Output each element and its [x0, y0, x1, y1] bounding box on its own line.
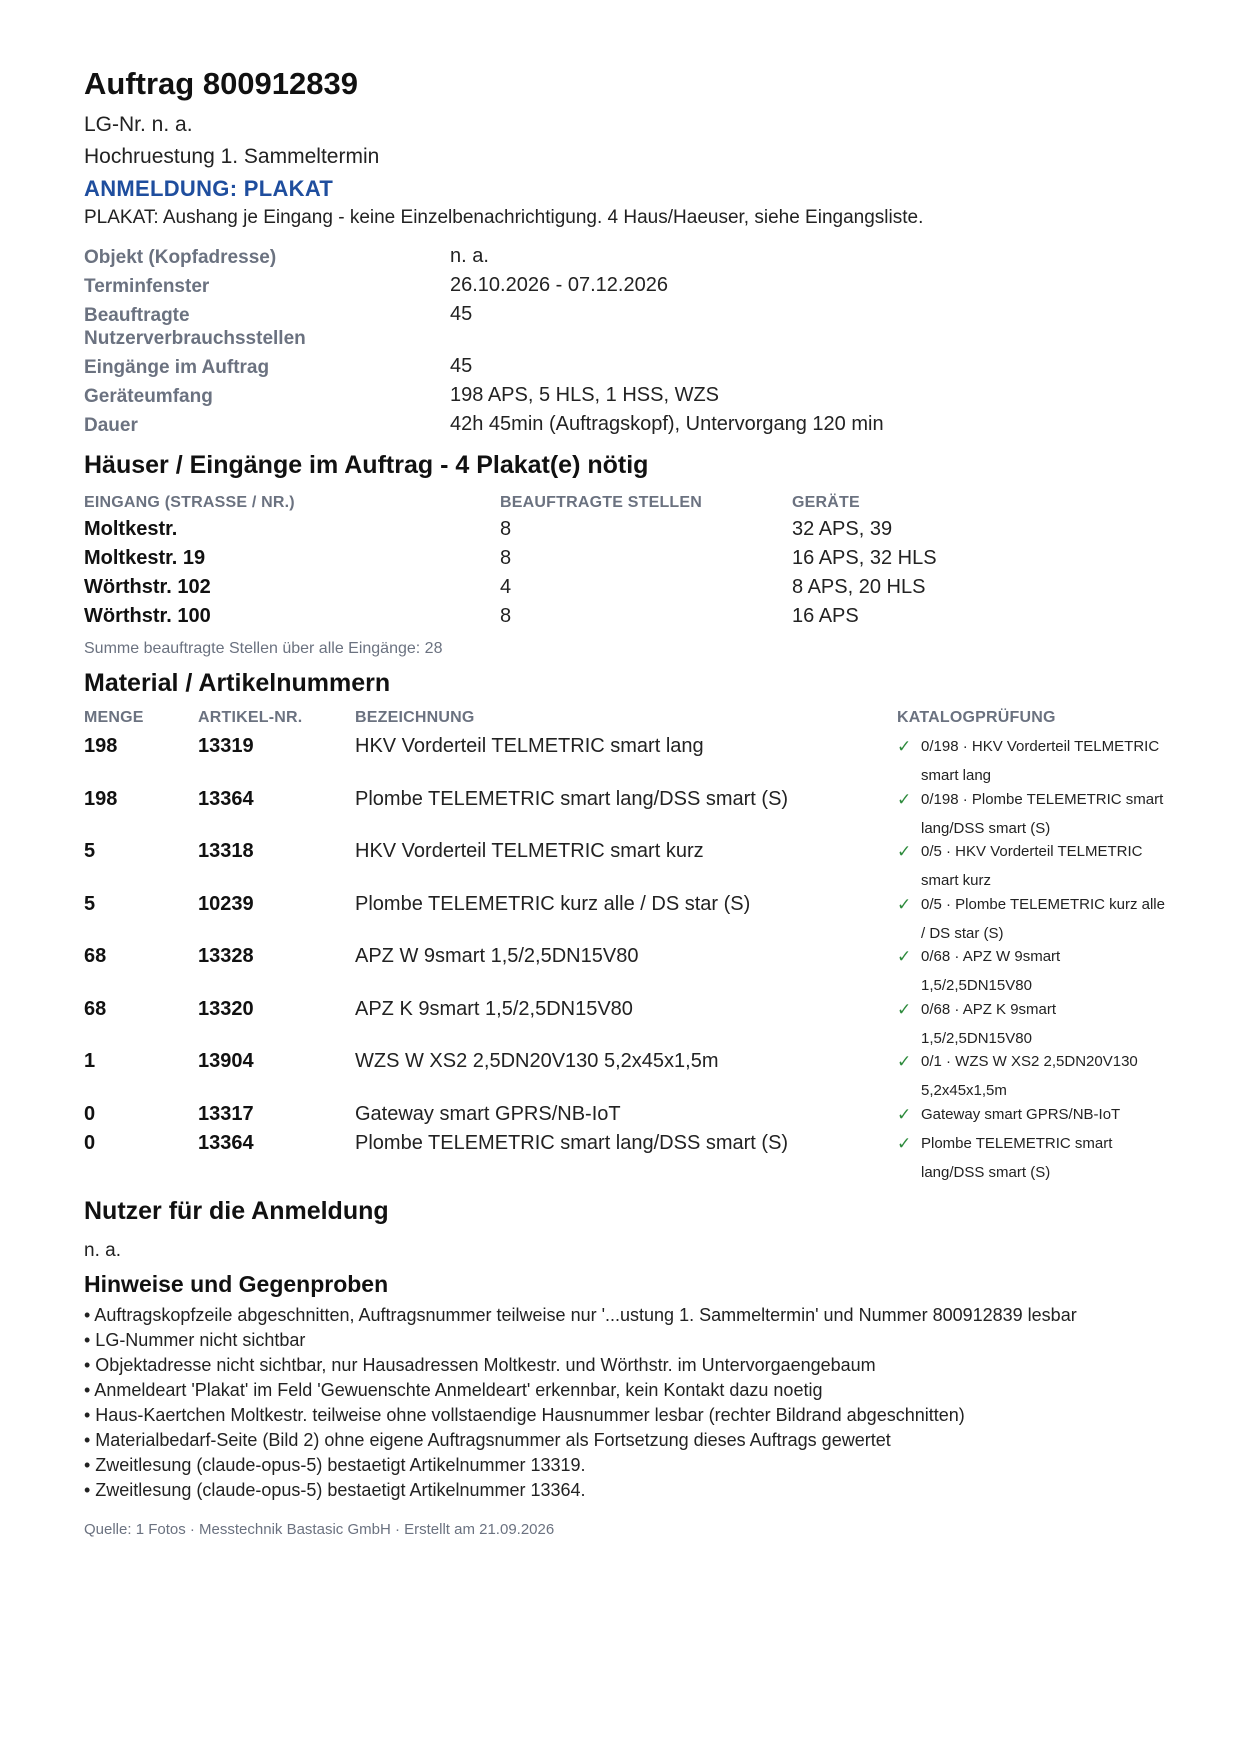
qty-cell: 0 [84, 1103, 96, 1125]
qty-cell: 5 [84, 893, 96, 915]
article-cell: 13364 [198, 1132, 254, 1154]
detail-label: Terminfenster [84, 276, 210, 297]
qty-cell: 5 [84, 840, 96, 862]
devices-cell: 16 APS [792, 605, 859, 627]
check-icon: ✓ [897, 1134, 912, 1153]
description-cell: Gateway smart GPRS/NB-IoT [355, 1103, 621, 1125]
list-item: • Auftragskopfzeile abgeschnitten, Auftragsnummer teilweise nur '...ustung 1. Sammeltermin' und Nummer 800912839 lesbar [84, 1305, 1077, 1325]
devices-cell: 16 APS, 32 HLS [792, 547, 937, 569]
article-cell: 13328 [198, 945, 254, 967]
footer-source: Quelle: 1 Fotos · Messtechnik Bastasic GmbH · Erstellt am 21.09.2026 [84, 1521, 555, 1538]
check-icon: ✓ [897, 842, 912, 861]
catalog-check-cell: 0/198 · HKV Vorderteil TELMETRIC smart lang [921, 738, 1160, 784]
qty-cell: 198 [84, 788, 118, 810]
count-cell: 4 [500, 576, 512, 598]
column-header: KATALOGPRÜFUNG [897, 709, 1056, 726]
list-item: • Zweitlesung (claude-opus-5) bestaetigt Artikelnummer 13319. [84, 1455, 586, 1475]
check-icon: ✓ [897, 737, 912, 756]
sum-note: Summe beauftragte Stellen über alle Eingänge: 28 [84, 640, 443, 657]
qty-cell: 1 [84, 1050, 96, 1072]
qty-cell: 68 [84, 945, 107, 967]
detail-label: Beauftragte Nutzerverbrauchsstellen [84, 305, 306, 349]
devices-cell: 8 APS, 20 HLS [792, 576, 926, 598]
check-icon: ✓ [897, 1105, 912, 1124]
description-cell: APZ W 9smart 1,5/2,5DN15V80 [355, 945, 639, 967]
detail-value: 198 APS, 5 HLS, 1 HSS, WZS [450, 384, 720, 406]
list-item: • LG-Nummer nicht sichtbar [84, 1330, 306, 1350]
catalog-check-cell: 0/5 · HKV Vorderteil TELMETRIC smart kurz [921, 843, 1143, 889]
detail-value: 45 [450, 303, 473, 325]
qty-cell: 198 [84, 735, 118, 757]
notes-heading: Hinweise und Gegenproben [84, 1271, 389, 1297]
count-cell: 8 [500, 518, 512, 540]
catalog-check-cell: 0/5 · Plombe TELEMETRIC kurz alle / DS star (S) [921, 896, 1165, 942]
column-header: ARTIKEL-NR. [198, 709, 303, 726]
description-cell: Plombe TELEMETRIC smart lang/DSS smart (S) [355, 788, 789, 810]
users-heading: Nutzer für die Anmeldung [84, 1197, 389, 1225]
devices-cell: 32 APS, 39 [792, 518, 893, 540]
column-header: GERÄTE [792, 494, 860, 511]
announcement-type: ANMELDUNG: PLAKAT [84, 176, 334, 201]
detail-value: n. a. [450, 245, 489, 267]
qty-cell: 0 [84, 1132, 96, 1154]
entrance-cell: Wörthstr. 100 [84, 605, 211, 627]
description-cell: WZS W XS2 2,5DN20V130 5,2x45x1,5m [355, 1050, 719, 1072]
houses-heading: Häuser / Eingänge im Auftrag - 4 Plakat(e) nötig [84, 451, 649, 479]
description-cell: HKV Vorderteil TELMETRIC smart lang [355, 735, 704, 757]
detail-label: Objekt (Kopfadresse) [84, 247, 277, 268]
detail-value: 45 [450, 355, 473, 377]
event-type: Hochruestung 1. Sammeltermin [84, 145, 380, 168]
check-icon: ✓ [897, 1052, 912, 1071]
entrance-cell: Moltkestr. 19 [84, 547, 206, 569]
lg-number: LG-Nr. n. a. [84, 113, 193, 136]
list-item: • Anmeldeart 'Plakat' im Feld 'Gewuenschte Anmeldeart' erkennbar, kein Kontakt dazu noetig [84, 1380, 823, 1400]
article-cell: 13320 [198, 998, 254, 1020]
plakat-note: PLAKAT: Aushang je Eingang - keine Einzelbenachrichtigung. 4 Haus/Haeuser, siehe Eingangsliste. [84, 207, 924, 228]
column-header: BEZEICHNUNG [355, 709, 475, 726]
check-icon: ✓ [897, 1000, 912, 1019]
detail-value: 42h 45min (Auftragskopf), Untervorgang 120 min [450, 413, 884, 435]
article-cell: 10239 [198, 893, 254, 915]
catalog-check-cell: 0/68 · APZ W 9smart 1,5/2,5DN15V80 [921, 948, 1061, 994]
count-cell: 8 [500, 547, 512, 569]
detail-label: Eingänge im Auftrag [84, 357, 270, 378]
description-cell: HKV Vorderteil TELMETRIC smart kurz [355, 840, 704, 862]
users-value: n. a. [84, 1240, 121, 1261]
count-cell: 8 [500, 605, 512, 627]
detail-label: Dauer [84, 415, 138, 436]
catalog-check-cell: 0/1 · WZS W XS2 2,5DN20V130 5,2x45x1,5m [921, 1053, 1138, 1099]
list-item: • Zweitlesung (claude-opus-5) bestaetigt Artikelnummer 13364. [84, 1480, 586, 1500]
list-item: • Haus-Kaertchen Moltkestr. teilweise ohne vollstaendige Hausnummer lesbar (rechter Bildrand abgeschnitten) [84, 1405, 965, 1425]
detail-value: 26.10.2026 - 07.12.2026 [450, 274, 668, 296]
description-cell: Plombe TELEMETRIC kurz alle / DS star (S) [355, 893, 751, 915]
check-icon: ✓ [897, 790, 912, 809]
description-cell: APZ K 9smart 1,5/2,5DN15V80 [355, 998, 633, 1020]
check-icon: ✓ [897, 895, 912, 914]
catalog-check-cell: Gateway smart GPRS/NB-IoT [921, 1106, 1121, 1123]
catalog-check-cell: 0/68 · APZ K 9smart 1,5/2,5DN15V80 [921, 1001, 1057, 1047]
article-cell: 13318 [198, 840, 254, 862]
article-cell: 13319 [198, 735, 254, 757]
check-icon: ✓ [897, 947, 912, 966]
article-cell: 13364 [198, 788, 254, 810]
column-header: EINGANG (STRASSE / NR.) [84, 494, 295, 511]
list-item: • Materialbedarf-Seite (Bild 2) ohne eigene Auftragsnummer als Fortsetzung dieses Auftrags gewertet [84, 1430, 891, 1450]
column-header: BEAUFTRAGTE STELLEN [500, 494, 703, 511]
entrance-cell: Moltkestr. [84, 518, 178, 540]
article-cell: 13317 [198, 1103, 254, 1125]
list-item: • Objektadresse nicht sichtbar, nur Hausadressen Moltkestr. und Wörthstr. im Untervorgaengebaum [84, 1355, 876, 1375]
description-cell: Plombe TELEMETRIC smart lang/DSS smart (S) [355, 1132, 789, 1154]
qty-cell: 68 [84, 998, 107, 1020]
detail-label: Geräteumfang [84, 386, 213, 407]
entrance-cell: Wörthstr. 102 [84, 576, 211, 598]
catalog-check-cell: Plombe TELEMETRIC smart lang/DSS smart (S) [921, 1135, 1113, 1181]
catalog-check-cell: 0/198 · Plombe TELEMETRIC smart lang/DSS smart (S) [921, 791, 1164, 837]
article-cell: 13904 [198, 1050, 254, 1072]
material-heading: Material / Artikelnummern [84, 669, 391, 697]
column-header: MENGE [84, 709, 144, 726]
page-title: Auftrag 800912839 [84, 66, 358, 101]
